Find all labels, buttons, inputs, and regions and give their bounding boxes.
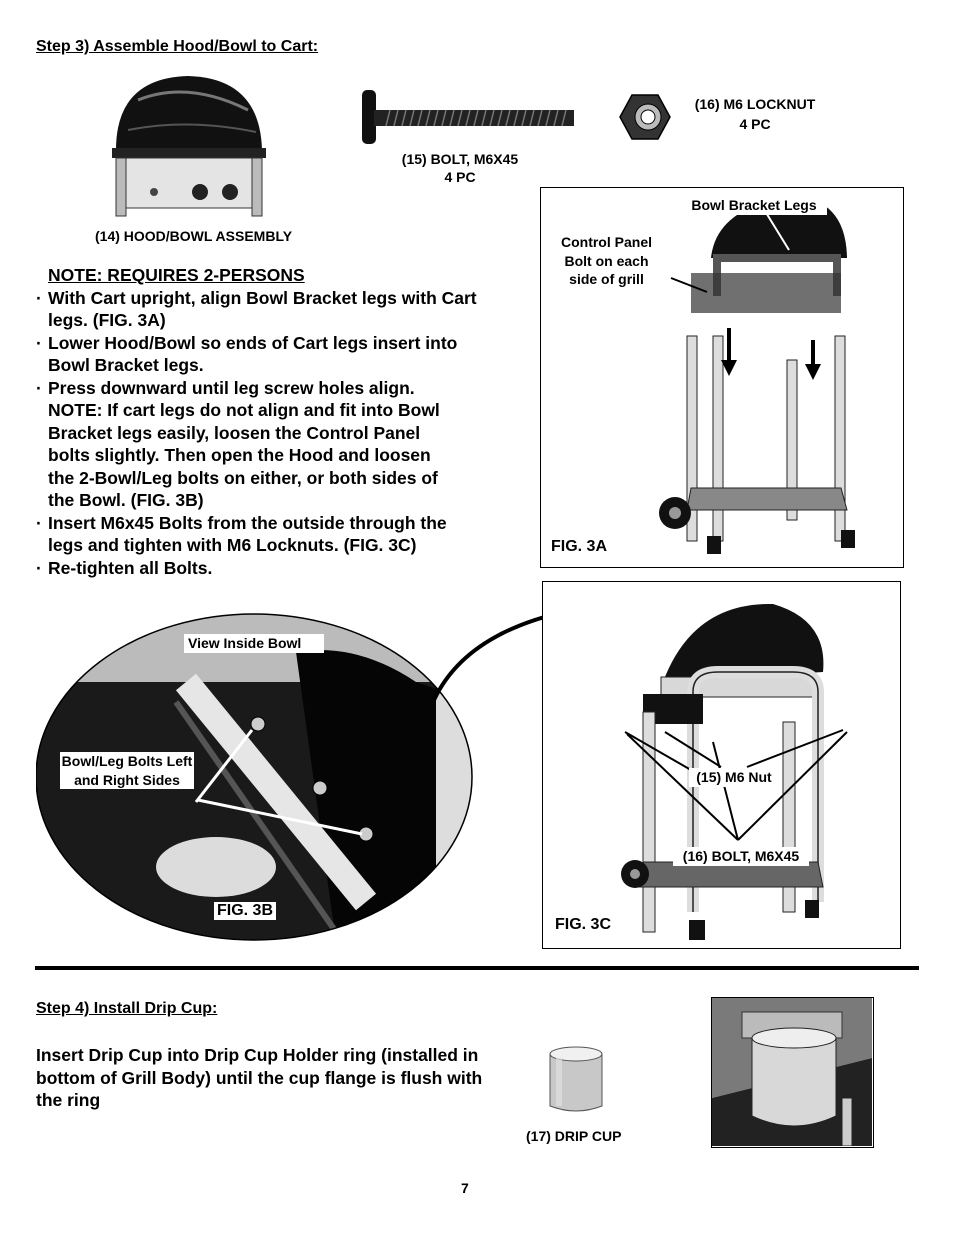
instruction-item: · Lower Hood/Bowl so ends of Cart legs insert into Bowl Bracket legs. bbox=[36, 332, 486, 377]
bowl-bracket-label: Bowl Bracket Legs bbox=[681, 196, 827, 215]
locknut-qty: 4 PC bbox=[739, 116, 771, 132]
instruction-item: · With Cart upright, align Bowl Bracket legs with Cart legs. (FIG. 3A) bbox=[36, 287, 486, 332]
instruction-item: · Press downward until leg screw holes align. NOTE: If cart legs do not align and fit into Bowl Bracket legs easily, loosen the Control Panel bolts slightly. Then open the Hood and loosen the 2-Bowl/Leg bolts on either, or both sides of the Bowl. (FIG. 3B) bbox=[36, 377, 452, 512]
bolt-name: (15) BOLT, M6X45 bbox=[401, 151, 519, 167]
fig-3b bbox=[36, 612, 476, 942]
control-panel-label: Control Panel Bolt on each side of grill bbox=[549, 233, 664, 289]
step4-heading: Step 4) Install Drip Cup: bbox=[36, 1000, 218, 1017]
instruction-list bbox=[36, 287, 486, 580]
drip-cup-installed-figure bbox=[711, 997, 874, 1148]
fig-3a bbox=[540, 187, 904, 568]
page-number: 7 bbox=[461, 1180, 469, 1196]
step3-heading: Step 3) Assemble Hood/Bowl to Cart: bbox=[36, 38, 319, 55]
view-inside-label: View Inside Bowl bbox=[184, 634, 324, 653]
section-divider bbox=[35, 966, 919, 970]
fig-3c bbox=[542, 581, 901, 949]
locknut-illustration bbox=[618, 92, 672, 142]
fig-3c-caption: FIG. 3C bbox=[555, 916, 612, 933]
hood-bowl-illustration bbox=[108, 70, 270, 220]
locknut-name: (16) M6 LOCKNUT bbox=[694, 96, 816, 112]
fig-3a-caption: FIG. 3A bbox=[551, 538, 608, 555]
hood-bowl-label: (14) HOOD/BOWL ASSEMBLY bbox=[95, 228, 293, 244]
drip-cup-illustration bbox=[544, 1044, 608, 1116]
m6-nut-label: (15) M6 Nut bbox=[689, 768, 779, 787]
instruction-item: · Re-tighten all Bolts. bbox=[36, 557, 486, 580]
instructions-block bbox=[36, 264, 486, 579]
note-two-persons: NOTE: REQUIRES 2-PERSONS bbox=[48, 265, 305, 285]
fig-3b-caption: FIG. 3B bbox=[214, 902, 276, 920]
bolt-illustration bbox=[360, 88, 578, 148]
locknut-label bbox=[680, 94, 830, 134]
bolt-qty: 4 PC bbox=[444, 169, 476, 185]
step4-body: Insert Drip Cup into Drip Cup Holder ring (installed in bottom of Grill Body) until the cup flange is flush with the ring bbox=[36, 1045, 483, 1110]
bolt-m6x45-label: (16) BOLT, M6X45 bbox=[673, 847, 809, 866]
drip-cup-label: (17) DRIP CUP bbox=[526, 1128, 622, 1144]
bolt-label bbox=[380, 150, 540, 186]
instruction-item: · Insert M6x45 Bolts from the outside through the legs and tighten with M6 Locknuts. (FIG. 3C) bbox=[36, 512, 456, 557]
bowl-leg-bolts-label: Bowl/Leg Bolts Left and Right Sides bbox=[61, 753, 193, 788]
